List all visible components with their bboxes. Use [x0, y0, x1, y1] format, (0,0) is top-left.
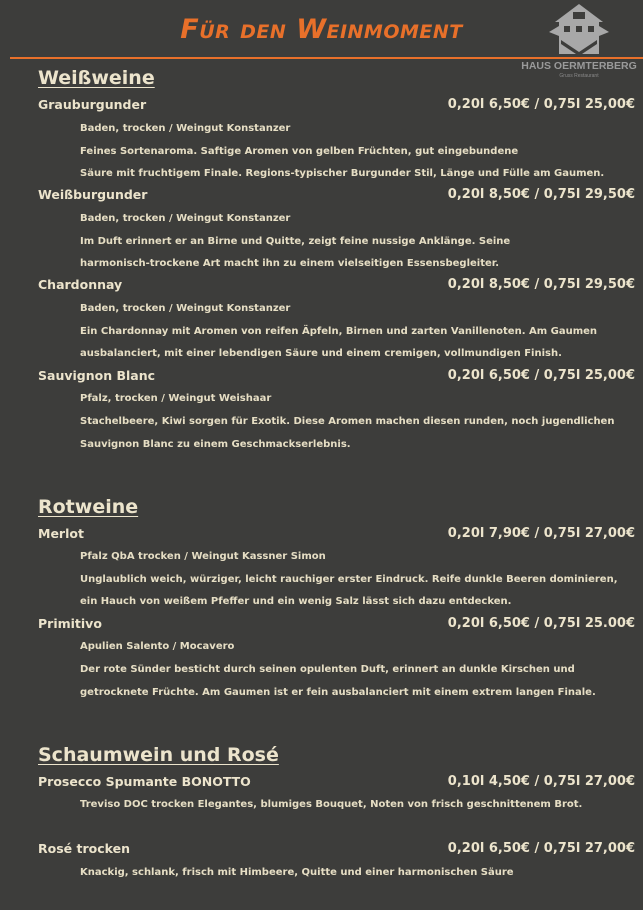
wine-description: harmonisch-trockene Art macht ihn zu einem vielseitigen Essensbegleiter.: [80, 258, 500, 269]
logo-subtitle: Gruss Restaurant: [559, 73, 599, 79]
wine-description: ein Hauch von weißem Pfeffer und ein wenig Salz lässt sich dazu entdecken.: [80, 596, 512, 607]
wine-description: Unglaublich weich, würziger, leicht rauchiger erster Eindruck. Reife dunkle Beeren dominieren,: [80, 574, 618, 585]
wine-price: 0,20l 8,50€ / 0,75l 29,50€: [447, 187, 635, 202]
wine-description: Sauvignon Blanc zu einem Geschmackserlebnis.: [80, 439, 351, 450]
wine-name: Chardonnay: [38, 277, 123, 292]
wine-name: Weißburgunder: [38, 187, 148, 202]
wine-origin: Apulien Salento / Mocavero: [80, 641, 235, 652]
wine-description: Treviso DOC trocken Elegantes, blumiges Bouquet, Noten von frisch geschnittenem Brot.: [80, 799, 583, 810]
wine-description: Säure mit fruchtigem Finale. Regions-typischer Burgunder Stil, Länge und Fülle am Gaumen.: [80, 168, 605, 179]
wine-description: Der rote Sünder besticht durch seinen opulenten Duft, erinnert an dunkle Kirschen und: [80, 664, 575, 675]
wine-price: 0,20l 6,50€ / 0,75l 27,00€: [447, 841, 635, 856]
wine-origin: Pfalz QbA trocken / Weingut Kassner Simon: [80, 551, 326, 562]
wine-name: Sauvignon Blanc: [38, 368, 156, 383]
section-heading-schaumwein: Schaumwein und Rosé: [38, 744, 279, 766]
wine-price: 0,20l 7,90€ / 0,75l 27,00€: [447, 526, 635, 541]
wine-price: 0,20l 8,50€ / 0,75l 29,50€: [447, 277, 635, 292]
logo-name: HAUS OERMTERBERG: [521, 60, 637, 72]
wine-description: Ein Chardonnay mit Aromen von reifen Äpfeln, Birnen und zarten Vanillenoten. Am Gaumen: [80, 326, 598, 337]
section-heading-weissweine: Weißweine: [38, 67, 155, 89]
wine-origin: Baden, trocken / Weingut Konstanzer: [80, 213, 291, 224]
section-heading-rotweine: Rotweine: [38, 496, 139, 518]
wine-origin: Baden, trocken / Weingut Konstanzer: [80, 303, 291, 314]
wine-name: Rosé trocken: [38, 841, 130, 856]
restaurant-logo: [515, 2, 643, 80]
wine-name: Grauburgunder: [38, 97, 147, 112]
wine-price: 0,20l 6,50€ / 0,75l 25.00€: [447, 616, 635, 631]
page-title: Für den Weinmoment: [180, 14, 463, 45]
wine-description: Feines Sortenaroma. Saftige Aromen von gelben Früchten, gut eingebundene: [80, 146, 519, 157]
wine-description: ausbalanciert, mit einer lebendigen Säure und einem cremigen, vollmundigen Finish.: [80, 348, 562, 359]
wine-description: Stachelbeere, Kiwi sorgen für Exotik. Diese Aromen machen diesen runden, noch jugendlichen: [80, 416, 615, 427]
wine-price: 0,20l 6,50€ / 0,75l 25,00€: [447, 97, 635, 112]
wine-origin: Baden, trocken / Weingut Konstanzer: [80, 123, 291, 134]
wine-origin: Pfalz, trocken / Weingut Weishaar: [80, 393, 272, 404]
wine-name: Prosecco Spumante BONOTTO: [38, 774, 251, 789]
wine-description: getrocknete Früchte. Am Gaumen ist er fein ausbalanciert mit einem extrem langen Finale.: [80, 687, 596, 698]
wine-name: Merlot: [38, 526, 84, 541]
wine-price: 0,10l 4,50€ / 0,75l 27,00€: [447, 774, 635, 789]
wine-name: Primitivo: [38, 616, 102, 631]
house-icon: [515, 2, 643, 60]
wine-description: Knackig, schlank, frisch mit Himbeere, Quitte und einer harmonischen Säure: [80, 867, 514, 878]
wine-description: Im Duft erinnert er an Birne und Quitte, zeigt feine nussige Anklänge. Seine: [80, 236, 511, 247]
wine-price: 0,20l 6,50€ / 0,75l 25,00€: [447, 368, 635, 383]
